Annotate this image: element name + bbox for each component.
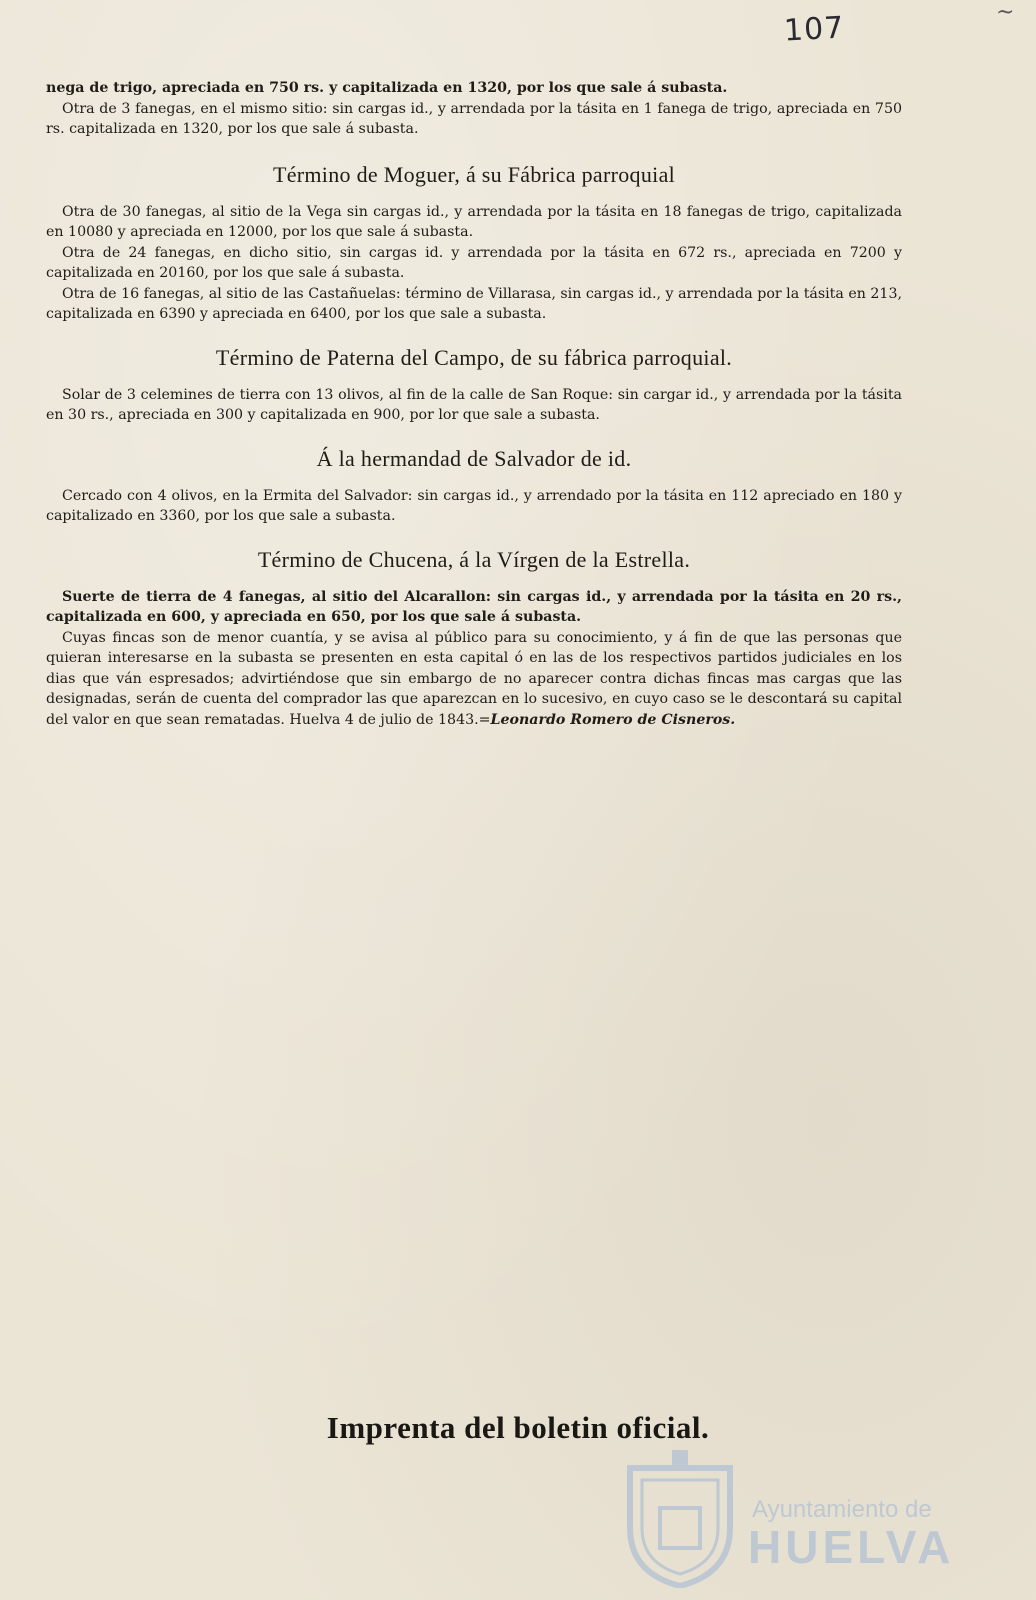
paragraph-top-1-text: nega de trigo, apreciada en 750 rs. y capitalizada en 1320, por los que sale á subasta.: [46, 80, 728, 96]
section-heading-hermandad: Á la hermandad de Salvador de id.: [316, 445, 632, 471]
section-heading-paterna: Término de Paterna del Campo, de su fábrica parroquial.: [215, 344, 733, 370]
paragraph-chucena-2: [46, 628, 902, 731]
paragraph-top-2-text: Otra de 3 fanegas, en el mismo sitio: sin cargas id., y arrendada por la tásita en 1 fanega de trigo, apreciada en 750 rs. capitalizada en 1320, por los que sale á subasta.: [46, 100, 902, 137]
paragraph-hermandad-1: Cercado con 4 olivos, en la Ermita del Salvador: sin cargas id., y arrendado por la tásita en 112 apreciado en 180 y capitalizado en 3360, por los que sale a subasta.: [46, 487, 902, 524]
paragraph-moguer-1: Otra de 30 fanegas, al sitio de la Vega sin cargas id., y arrendada por la tásita en 18 fanegas de trigo, capitalizada en 10080 y apreciada en 12000, por los que sale á subasta.: [46, 203, 902, 240]
paragraph-top-2: [46, 99, 902, 140]
paragraph-chucena-2-text: Cuyas fincas son de menor cuantía, y se avisa al público para su conocimiento, y á fin de que las personas que quieran interesarse en la subasta se presenten en esta capital ó en las de los respectivos partidos judiciales en los dias que ván espresados; advirtiéndose que sin embargo de no aparecer contra dichas fincas mas cargas que las designadas, serán de cuenta del comprador las que aparezcan en lo sucesivo, en cuyo caso se le descontará su capital del valor en que sean rematadas. Huelva 4 de julio de 1843.=: [46, 629, 902, 728]
section-heading-moguer: Término de Moguer, á su Fábrica parroquial: [272, 161, 676, 187]
folio-number: 107: [783, 10, 846, 49]
signature: Leonardo Romero de Cisneros.: [490, 711, 736, 728]
watermark-logo: [620, 1448, 960, 1588]
document-body: [46, 78, 902, 730]
paragraph-paterna-1: Solar de 3 celemines de tierra con 13 olivos, al fin de la calle de San Roque: sin cargar id., y arrendada por la tásita en 30 rs., apreciada en 300 y capitalizada en 900, por lor que sale a subasta.: [46, 386, 902, 423]
watermark-line-1: Ayuntamiento de: [752, 1496, 932, 1523]
watermark-line-2: HUELVA: [748, 1521, 955, 1573]
corner-mark: ~: [996, 0, 1015, 25]
section-heading-chucena: Término de Chucena, á la Vírgen de la Estrella.: [257, 546, 691, 572]
paragraph-top-1: [46, 78, 902, 99]
paragraph-moguer-3: Otra de 16 fanegas, al sitio de las Castañuelas: término de Villarasa, sin cargas id., y arrendada por la tásita en 213, capitalizada en 6390 y apreciada en 6400, por los que sale a subasta.: [46, 285, 902, 322]
watermark-crest-icon: [620, 1448, 740, 1588]
paragraph-chucena-1: Suerte de tierra de 4 fanegas, al sitio del Alcarallon: sin cargas id., y arrendada por la tásita en 20 rs., capitalizada en 600, y apreciada en 650, por los que sale á subasta.: [46, 588, 902, 625]
printer-imprint: Imprenta del boletin oficial.: [326, 1410, 710, 1445]
paragraph-moguer-2: Otra de 24 fanegas, en dicho sitio, sin cargas id. y arrendada por la tásita en 672 rs., apreciada en 7200 y capitalizada en 20160, por los que sale á subasta.: [46, 244, 902, 281]
